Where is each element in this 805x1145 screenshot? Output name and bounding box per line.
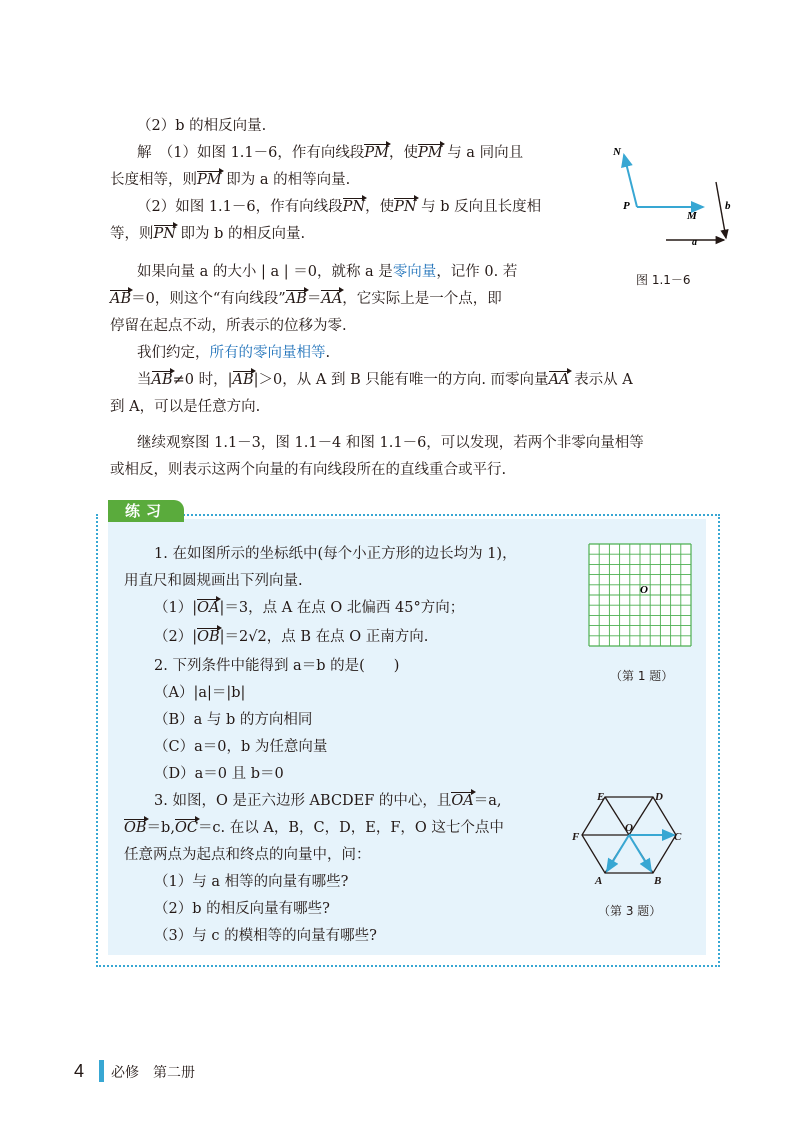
vector-ab: AB <box>232 372 254 388</box>
nonzero-line-1 <box>137 370 633 390</box>
q3-caption: （第 3 题） <box>598 904 662 918</box>
vector-ob-arrow <box>629 835 651 871</box>
hex-label-e: E <box>597 791 605 803</box>
q2-stem: 2. 下列条件中能得到 a＝b 的是( ) <box>154 658 400 674</box>
hex-label-f: F <box>572 831 580 843</box>
q2-option-d: （D）a＝0 且 b＝0 <box>154 766 284 782</box>
q1-item-2 <box>154 627 428 647</box>
book-title: 必修 第二册 <box>111 1065 195 1081</box>
text: 表示从 A <box>569 372 633 388</box>
hex-label-o: O <box>625 822 633 834</box>
label-m: M <box>687 210 697 222</box>
vector-oa: OA <box>197 600 220 616</box>
text: 即为 b 的相反向量. <box>175 226 306 242</box>
hex-label-d: D <box>655 791 663 803</box>
convention-line <box>137 343 330 363</box>
text: |＞0，从 A 到 B 只能有唯一的方向. 而零向量 <box>253 372 549 388</box>
vector-pn: PN <box>153 226 176 242</box>
q1-line-1: 1. 在如图所示的坐标纸中(每个小正方形的边长均为 1)， <box>154 546 517 562</box>
q2-option-a: （A）|a|＝|b| <box>154 685 246 701</box>
text: 解 （1）如图 1.1－6，作有向线段 <box>137 145 365 161</box>
intro-line: （2）b 的相反向量. <box>137 118 267 134</box>
exercise-tab: 练习 <box>108 500 184 522</box>
q3-sub-3: （3）与 c 的模相等的向量有哪些? <box>154 928 377 944</box>
grid-label-o: O <box>640 584 648 596</box>
vector-pm: PM <box>417 145 443 161</box>
coordinate-grid-figure <box>588 543 692 647</box>
text: ≠0 时，| <box>172 372 233 388</box>
label-a: a <box>692 237 697 248</box>
label-p: P <box>623 200 630 212</box>
observation-line-2: 或相反，则表示这两个向量的有向线段所在的直线重合或平行. <box>110 462 507 478</box>
label-n: N <box>613 146 621 158</box>
term-zero-vector: 零向量 <box>392 264 437 280</box>
text: 3. 如图，O 是正六边形 ABCDEF 的中心，且 <box>154 793 452 809</box>
vector-pn: PN <box>394 199 417 215</box>
text: ＝a, <box>473 793 502 809</box>
convention-highlight: 所有的零向量相等 <box>209 345 326 361</box>
text: |＝3，点 A 在点 O 北偏西 45°方向； <box>219 600 465 616</box>
observation-line-1: 继续观察图 1.1－3，图 1.1－4 和图 1.1－6，可以发现，若两个非零向量相等 <box>137 435 644 451</box>
vector-ob: OB <box>124 820 147 836</box>
text: 即为 a 的相等向量. <box>221 172 351 188</box>
text: ，它实际上是一个点，即 <box>342 291 502 307</box>
text: （2）如图 1.1－6，作有向线段 <box>137 199 343 215</box>
solution-line-4 <box>110 224 305 244</box>
q3-line-3: 任意两点为起点和终点的向量中，问： <box>124 847 371 863</box>
text: ＝c. 在以 A，B，C，D，E，F，O 这七个点中 <box>197 820 504 836</box>
q3-line-1 <box>154 791 502 811</box>
q3-sub-1: （1）与 a 相等的向量有哪些? <box>154 874 349 890</box>
text: . <box>325 345 331 361</box>
footer-accent-bar <box>99 1060 104 1082</box>
figure-caption: 图 1.1－6 <box>636 273 691 287</box>
text: ，使 <box>388 145 418 161</box>
vector-ab: AB <box>285 291 307 307</box>
q2-option-b: （B）a 与 b 的方向相同 <box>154 712 313 728</box>
hexagon-figure <box>570 787 695 887</box>
zero-vector-line-2 <box>110 289 502 309</box>
q1-item-1 <box>154 598 464 618</box>
text: 长度相等，则 <box>110 172 197 188</box>
solution-line-3 <box>137 197 541 217</box>
text: ，记作 0. 若 <box>436 264 518 280</box>
text: 如果向量 a 的大小 | a | ＝0，就称 a 是 <box>137 264 393 280</box>
q3-sub-2: （2）b 的相反向量有哪些? <box>154 901 330 917</box>
vector-oc: OC <box>174 820 198 836</box>
solution-line-2 <box>110 170 350 190</box>
text: 当 <box>137 372 152 388</box>
hex-label-b: B <box>654 875 662 887</box>
zero-vector-line-3: 停留在起点不动，所表示的位移为零. <box>110 318 347 334</box>
hex-label-a: A <box>595 875 603 887</box>
q2-option-c: （C）a＝0，b 为任意向量 <box>154 739 328 755</box>
solution-line-1 <box>137 143 523 163</box>
zero-vector-line-1 <box>137 262 517 282</box>
vector-ab: AB <box>110 291 132 307</box>
vector-ab: AB <box>151 372 173 388</box>
q1-caption: （第 1 题） <box>610 669 674 683</box>
vector-aa: AA <box>321 291 343 307</box>
vector-pm: PM <box>364 145 389 161</box>
vector-oa: OA <box>451 793 474 809</box>
nonzero-line-2: 到 A，可以是任意方向. <box>110 399 261 415</box>
text: （2）| <box>154 629 198 645</box>
text: （1）| <box>154 600 198 616</box>
vector-ob: OB <box>197 629 220 645</box>
text: ，使 <box>365 199 395 215</box>
text: 与 b 反向且长度相 <box>416 199 542 215</box>
text: 我们约定， <box>137 345 210 361</box>
text: 与 a 同向且 <box>442 145 524 161</box>
exercise-top-border <box>180 514 720 516</box>
vector-pm: PM <box>197 172 222 188</box>
text: ＝b, <box>146 820 175 836</box>
text: 等，则 <box>110 226 154 242</box>
text: |＝2√2，点 B 在点 O 正南方向. <box>219 629 429 645</box>
hex-label-c: C <box>674 831 682 843</box>
label-b: b <box>725 200 731 212</box>
figure-1-1-6 <box>600 135 750 260</box>
q1-line-2: 用直尺和圆规画出下列向量. <box>124 573 303 589</box>
text: ＝ <box>306 291 322 307</box>
page-number: 4 <box>74 1061 85 1081</box>
vector-aa: AA <box>548 372 570 388</box>
vector-oa-arrow <box>607 835 629 871</box>
q3-line-2 <box>124 818 504 838</box>
vector-pn: PN <box>342 199 366 215</box>
text: ＝0，则这个“有向线段” <box>131 291 286 307</box>
